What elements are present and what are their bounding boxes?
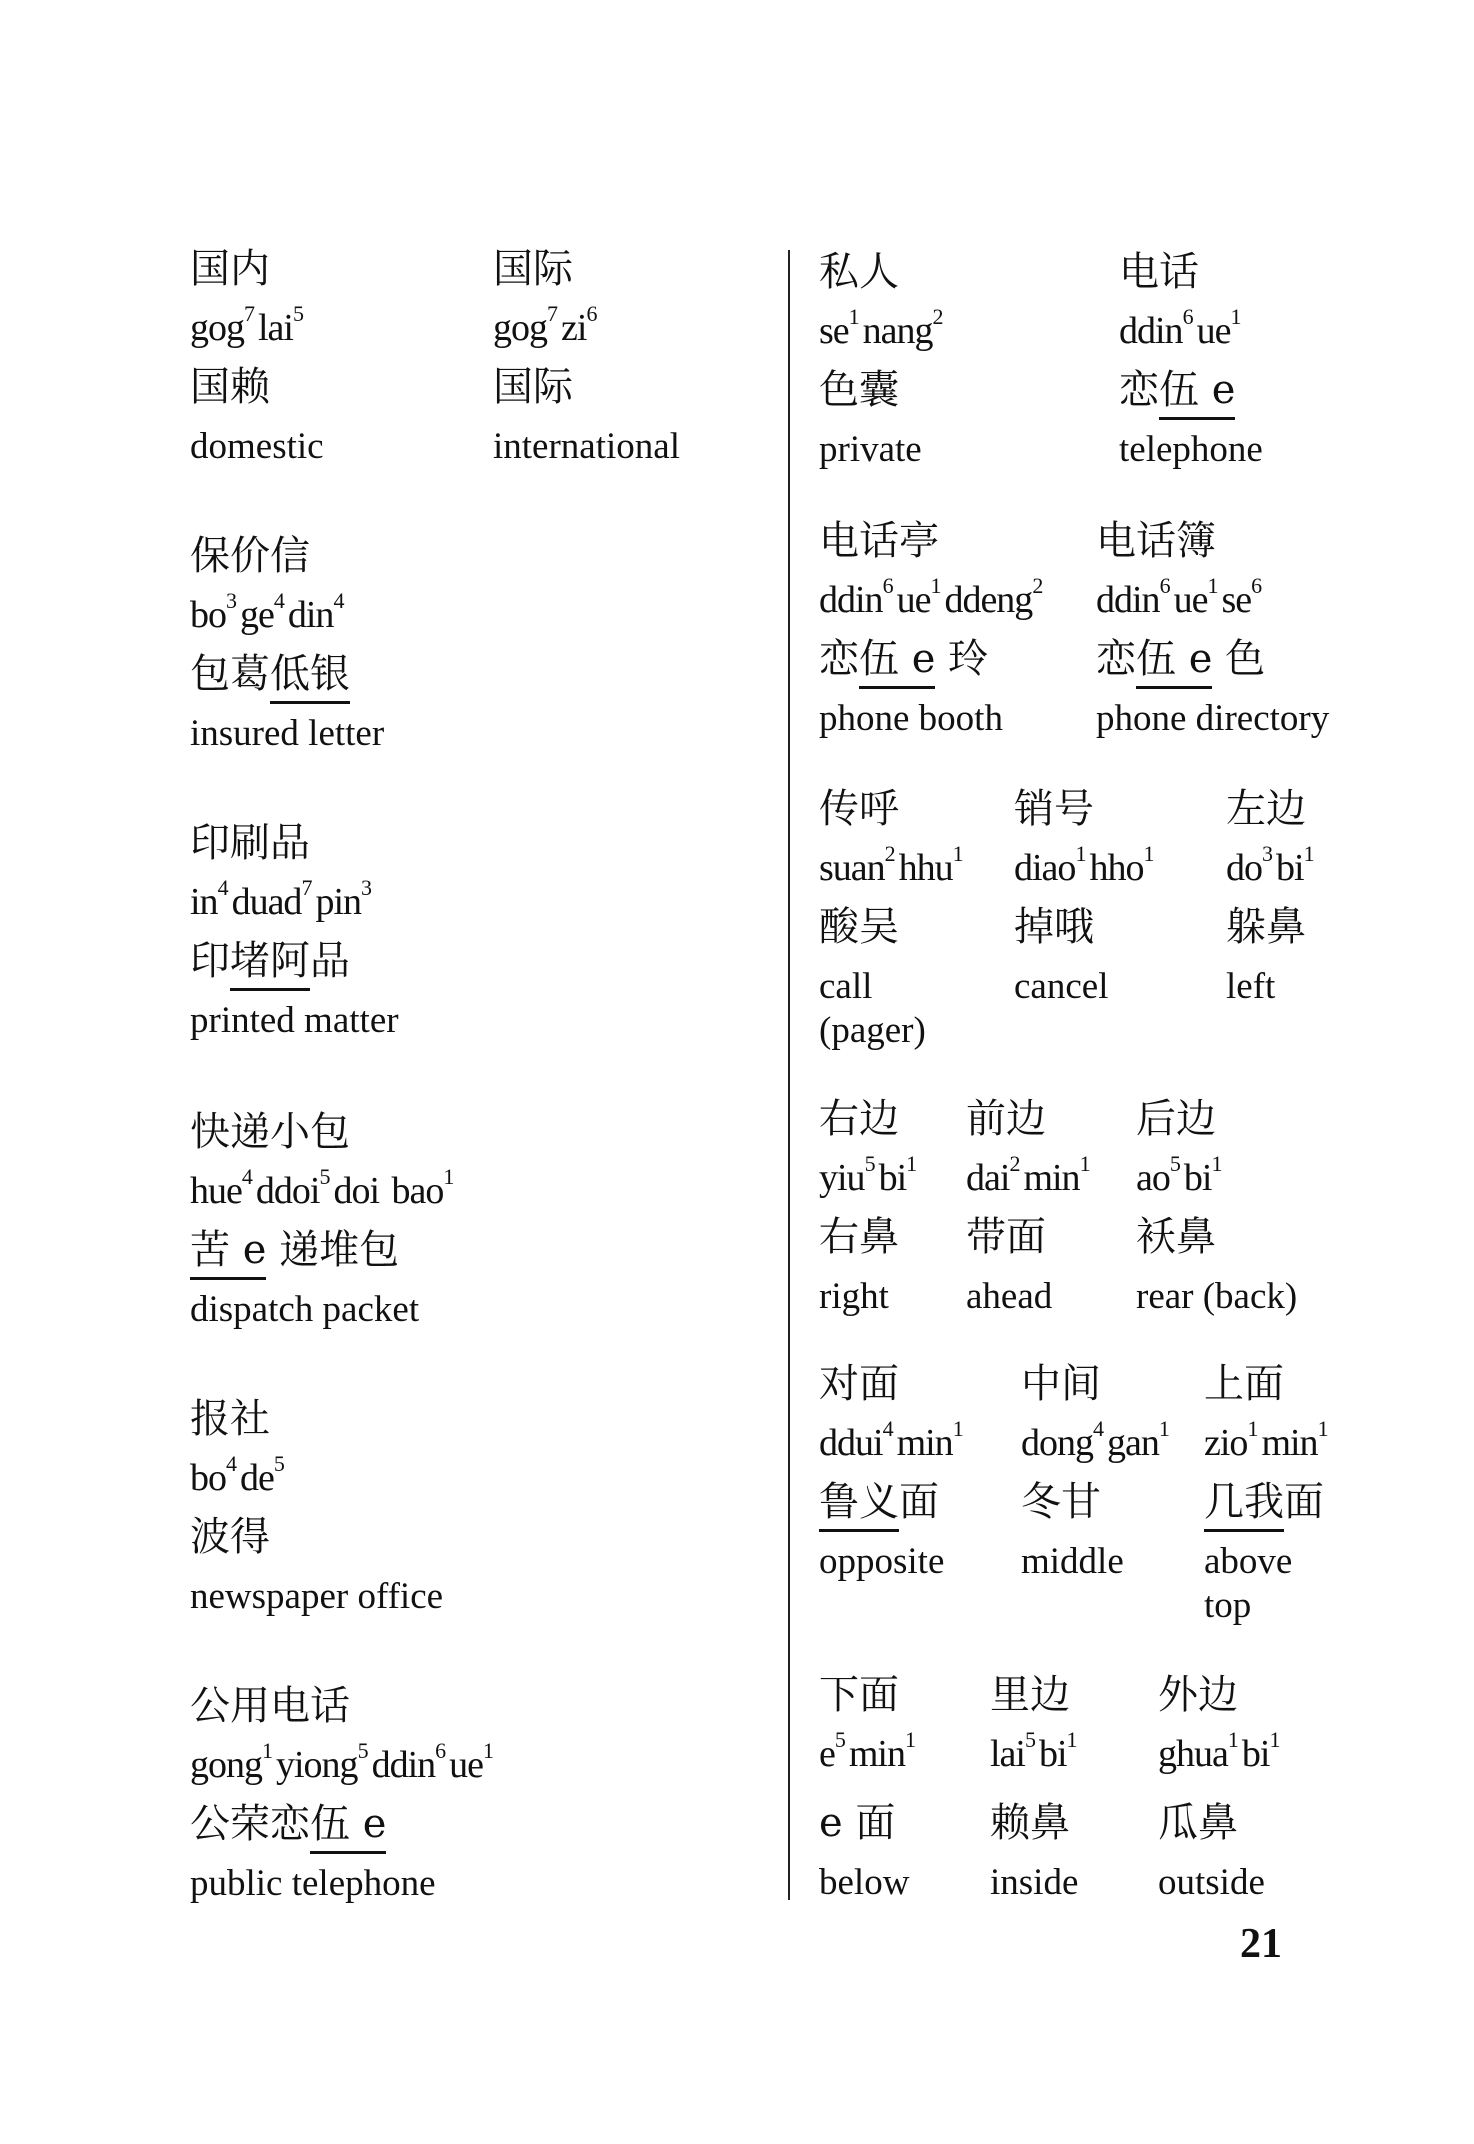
tone-number: 6 [586,301,597,326]
english-meaning: telephone [1119,429,1263,470]
tone-number: 1 [1207,573,1218,598]
syllable: ue [1196,310,1231,352]
hanzi: 印刷品 [190,820,310,866]
syllable: ddin [819,579,883,621]
vocab-entry [1014,780,1157,1009]
gloss-transcription [819,630,1046,689]
pinyin [190,1162,457,1221]
syllable: diao [1014,847,1076,889]
gloss-transcription [1226,898,1318,957]
underlined-gloss: 伍 e [1136,636,1212,689]
gloss-transcription [190,1221,457,1280]
syllable: ddeng [944,579,1033,621]
syllable: suan [819,847,885,889]
syllable: gan [1107,1422,1159,1464]
gloss-segment: 恋 [1119,367,1159,413]
pinyin [1119,302,1263,361]
syllable: dai [966,1157,1010,1199]
gloss-segment: 躲鼻 [1226,904,1306,950]
vocab-entry [819,512,1046,741]
gloss-transcription [966,1208,1094,1267]
vocab-entry [819,243,947,472]
tone-number: 5 [1024,1727,1035,1752]
syllable: ddin [371,1744,436,1786]
tone-number: 6 [1159,573,1170,598]
vocab-entry [190,1677,497,1906]
syllable: ddoi [255,1170,320,1212]
tone-number: 1 [1269,1727,1280,1752]
pinyin [190,586,384,645]
syllable: nang [862,310,933,352]
gloss-transcription [1096,630,1329,689]
tone-number: 4 [273,588,284,613]
syllable: lai [258,307,293,349]
vocab-entry [819,1090,920,1319]
english-meaning: dispatch packet [190,1289,420,1330]
gloss-transcription [819,361,947,420]
syllable: bao [391,1170,444,1212]
syllable: bo [190,594,226,636]
gloss-transcription [990,1794,1081,1853]
gloss-segment: 瓜鼻 [1158,1800,1238,1846]
vocab-entry [1021,1355,1173,1584]
syllable: bi [878,1157,907,1199]
tone-number: 7 [244,301,254,326]
vocab-entry [1226,780,1318,1009]
syllable: ddin [1096,579,1160,621]
english-meaning: left [1226,966,1276,1007]
english-meaning: (pager) [819,1010,926,1051]
gloss-transcription [819,1473,967,1532]
pinyin [819,302,947,361]
pinyin [819,1149,920,1208]
tone-number: 2 [884,841,895,866]
tone-number: 3 [226,588,236,613]
pinyin [1158,1725,1283,1784]
tone-number: 1 [1317,1416,1328,1441]
tone-number: 1 [1211,1151,1222,1176]
tone-number: 6 [1182,304,1193,329]
pinyin [190,1449,443,1508]
gloss-transcription [819,898,967,957]
tone-number: 1 [1230,304,1241,329]
tone-number: 5 [292,301,303,326]
english-meaning: cancel [1014,966,1109,1007]
tone-number: 1 [906,1151,917,1176]
tone-number: 4 [226,1451,236,1476]
hanzi: 国际 [493,246,573,292]
syllable: zio [1204,1422,1248,1464]
syllable: pin [315,881,361,923]
tone-number: 4 [217,875,228,900]
gloss-segment: 冬甘 [1021,1479,1101,1525]
gloss-transcription [1119,361,1263,420]
vocab-entry [1158,1666,1283,1905]
vocab-entry [990,1666,1081,1905]
vocab-entry [190,240,324,469]
hanzi: 销号 [1014,786,1094,832]
page-number: 21 [1240,1921,1282,1967]
syllable: gong [190,1744,262,1786]
tone-number: 1 [1143,841,1154,866]
gloss-segment: 恋 [1096,636,1136,682]
vocab-entry [1204,1355,1332,1628]
syllable: hho [1089,847,1144,889]
english-meaning: international [493,426,680,467]
underlined-gloss: 苦 e [190,1227,266,1280]
hanzi: 里边 [990,1672,1070,1718]
tone-number: 2 [1009,1151,1020,1176]
vocab-entry [966,1090,1094,1319]
syllable: din [287,594,334,636]
hanzi: 公用电话 [190,1683,350,1729]
gloss-segment: 右鼻 [819,1214,899,1260]
hanzi: 报社 [190,1396,270,1442]
gloss-transcription [1204,1473,1332,1532]
vocab-entry [190,527,384,756]
pinyin [1226,839,1318,898]
tone-number: 5 [319,1164,330,1189]
hanzi: 电话 [1119,249,1199,295]
tone-number: 5 [1169,1151,1180,1176]
vocab-entry [819,1355,967,1584]
tone-number: 2 [932,304,943,329]
gloss-segment: 色囊 [819,367,899,413]
gloss-transcription [819,1794,919,1853]
vocab-entry [819,1666,919,1905]
pinyin [1021,1414,1173,1473]
english-meaning: middle [1021,1541,1124,1582]
hanzi: 右边 [819,1096,899,1142]
syllable: bo [190,1457,226,1499]
gloss-segment: 国际 [493,364,573,410]
english-meaning: ahead [966,1276,1053,1317]
vocab-entry [190,1103,457,1332]
column-divider [788,250,790,1900]
gloss-segment: 带面 [966,1214,1046,1260]
tone-number: 4 [333,588,344,613]
english-meaning: phone booth [819,698,1003,739]
hanzi: 保价信 [190,533,310,579]
tone-number: 1 [930,573,941,598]
gloss-transcription [190,645,384,704]
tone-number: 2 [1032,573,1043,598]
vocab-entry [190,1390,443,1619]
syllable: min [848,1733,905,1775]
gloss-segment: 赖鼻 [990,1800,1070,1846]
gloss-segment: 面 [1284,1479,1324,1525]
gloss-segment: 波得 [190,1514,270,1560]
tone-number: 1 [1158,1416,1169,1441]
english-meaning: newspaper office [190,1576,444,1617]
pinyin [1096,571,1329,630]
syllable: bi [1276,847,1304,889]
syllable: se [1221,579,1252,621]
tone-number: 4 [1093,1416,1103,1441]
gloss-segment: 袄鼻 [1136,1214,1216,1260]
hanzi: 中间 [1021,1361,1101,1407]
tone-number: 1 [262,1738,272,1763]
gloss-transcription [1136,1208,1297,1267]
syllable: yiu [819,1157,865,1199]
hanzi: 国内 [190,246,270,292]
gloss-segment: 面 [899,1479,939,1525]
tone-number: 1 [905,1727,915,1752]
syllable: hue [190,1170,242,1212]
tone-number: 1 [1303,841,1314,866]
tone-number: 1 [483,1738,493,1763]
tone-number: 6 [1251,573,1262,598]
tone-number: 1 [1247,1416,1258,1441]
english-meaning: above [1204,1541,1293,1582]
gloss-segment: 酸吴 [819,904,899,950]
hanzi: 电话簿 [1096,518,1216,564]
pinyin [819,1725,919,1784]
pinyin [493,299,680,358]
vocab-entry [1136,1090,1297,1319]
tone-number: 4 [882,1416,893,1441]
english-meaning: printed matter [190,1000,399,1041]
tone-number: 5 [357,1738,368,1763]
pinyin [819,839,967,898]
hanzi: 上面 [1204,1361,1284,1407]
vocab-entry [190,814,399,1043]
english-meaning: domestic [190,426,324,467]
hanzi: 电话亭 [819,518,939,564]
underlined-gloss: 鲁义 [819,1479,899,1532]
english-meaning: right [819,1276,889,1317]
hanzi: 传呼 [819,786,899,832]
tone-number: 1 [1227,1727,1238,1752]
syllable: lai [990,1733,1025,1775]
syllable: bi [1241,1733,1270,1775]
syllable: dong [1021,1422,1093,1464]
gloss-segment: 恋 [819,636,859,682]
gloss-transcription [190,1795,497,1854]
vocab-entry [819,780,967,1053]
tone-number: 7 [301,875,312,900]
pinyin [1014,839,1157,898]
vocab-entry [493,240,680,469]
syllable: yiong [276,1744,358,1786]
syllable: ue [1173,579,1208,621]
english-meaning: insured letter [190,713,385,754]
tone-number: 1 [1079,1151,1090,1176]
syllable: gog [493,307,547,349]
gloss-segment: 品 [310,938,350,984]
vocab-entry [1096,512,1329,741]
syllable: duad [231,881,302,923]
underlined-gloss: 伍 e [310,1801,386,1854]
pinyin [190,873,399,932]
english-meaning: call [819,966,873,1007]
syllable: de [240,1457,274,1499]
syllable: hhu [898,847,953,889]
hanzi: 快递小包 [190,1109,350,1155]
tone-number: 1 [952,841,963,866]
english-meaning: top [1204,1585,1252,1626]
pinyin [819,571,1046,630]
english-meaning: rear (back) [1136,1276,1298,1317]
tone-number: 1 [1066,1727,1077,1752]
english-meaning: outside [1158,1862,1265,1903]
english-meaning: public telephone [190,1863,436,1904]
syllable: ao [1136,1157,1170,1199]
pinyin [1204,1414,1332,1473]
gloss-segment: e 面 [819,1800,896,1846]
hanzi: 前边 [966,1096,1046,1142]
underlined-gloss: 伍 e [859,636,935,689]
gloss-transcription [190,1508,443,1567]
pinyin [819,1414,967,1473]
syllable: ue [449,1744,483,1786]
syllable: ddin [1119,310,1183,352]
english-meaning: opposite [819,1541,945,1582]
gloss-segment: 公荣恋 [190,1801,310,1847]
english-meaning: private [819,429,922,470]
tone-number: 5 [864,1151,875,1176]
hanzi: 左边 [1226,786,1306,832]
syllable: gog [190,307,244,349]
gloss-segment: 包葛 [190,651,270,697]
syllable: ghua [1158,1733,1228,1775]
gloss-transcription [1014,898,1157,957]
tone-number: 1 [848,304,859,329]
gloss-segment: 掉哦 [1014,904,1094,950]
tone-number: 1 [1075,841,1086,866]
english-meaning: phone directory [1096,698,1330,739]
hanzi: 对面 [819,1361,899,1407]
english-meaning: below [819,1862,910,1903]
pinyin [190,1736,497,1795]
gloss-segment: 国赖 [190,364,270,410]
underlined-gloss: 低银 [270,651,350,704]
vocab-entry [1119,243,1263,472]
underlined-gloss: 几我 [1204,1479,1284,1532]
gloss-transcription [1021,1473,1173,1532]
syllable: doi [333,1170,379,1212]
gloss-segment: 玲 [935,636,989,682]
syllable: bi [1038,1733,1067,1775]
tone-number: 5 [834,1727,845,1752]
syllable: ddui [819,1422,883,1464]
syllable: zi [561,307,587,349]
english-meaning: inside [990,1862,1079,1903]
hanzi: 后边 [1136,1096,1216,1142]
pinyin [1136,1149,1297,1208]
gloss-segment: 印 [190,938,230,984]
gloss-segment: 色 [1212,636,1266,682]
syllable: se [819,310,849,352]
hanzi: 下面 [819,1672,899,1718]
tone-number: 4 [241,1164,252,1189]
pinyin [990,1725,1081,1784]
gloss-transcription [190,932,399,991]
hanzi: 私人 [819,249,899,295]
underlined-gloss: 伍 e [1159,367,1235,420]
tone-number: 1 [443,1164,454,1189]
gloss-transcription [1158,1794,1283,1853]
gloss-transcription [190,358,324,417]
tone-number: 7 [547,301,557,326]
tone-number: 6 [882,573,893,598]
tone-number: 1 [952,1416,963,1441]
syllable: min [1023,1157,1080,1199]
syllable: min [896,1422,953,1464]
tone-number: 5 [273,1451,284,1476]
syllable: ge [240,594,274,636]
gloss-segment: 递堆包 [266,1227,400,1273]
syllable: min [1261,1422,1318,1464]
tone-number: 3 [1262,841,1272,866]
syllable: e [819,1733,835,1775]
tone-number: 6 [435,1738,446,1763]
pinyin [966,1149,1094,1208]
syllable: ue [896,579,931,621]
tone-number: 3 [361,875,371,900]
syllable: in [190,881,218,923]
hanzi: 外边 [1158,1672,1238,1718]
syllable: do [1226,847,1262,889]
underlined-gloss: 堵阿 [230,938,310,991]
gloss-transcription [819,1208,920,1267]
gloss-transcription [493,358,680,417]
syllable: bi [1183,1157,1212,1199]
pinyin [190,299,324,358]
